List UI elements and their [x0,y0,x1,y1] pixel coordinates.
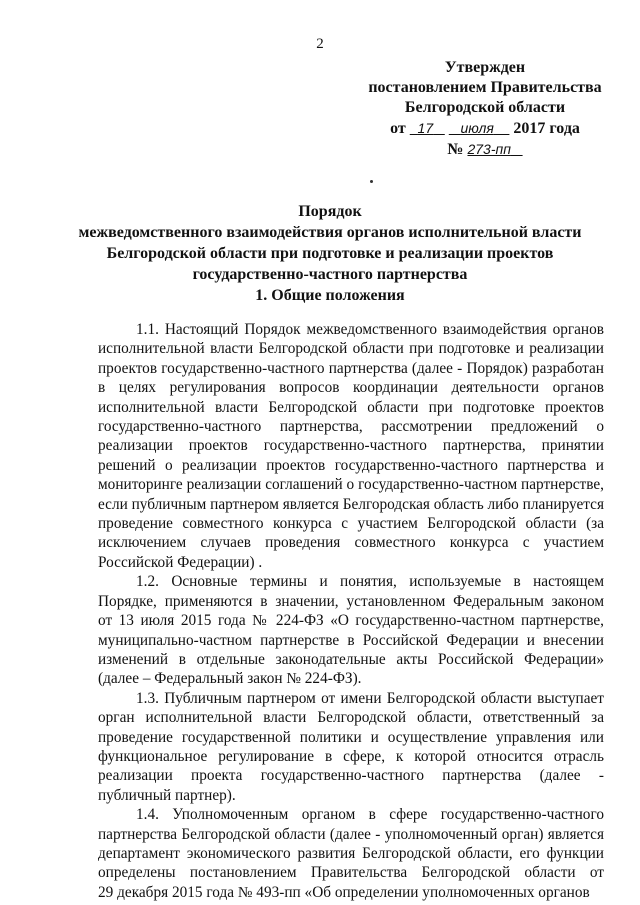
paragraph-line: исключением случаев проведения совместного конкурса с участием [98,534,604,552]
paragraph-line: Российской Федерации) . [98,553,263,571]
paragraph-line: департамент экономического развития Белгородской области, его функции [98,844,604,862]
paragraph-line: реализации проектов государственно-частного партнерства, принятии [98,437,604,455]
paragraph-line: 29 декабря 2015 года № 493-пп «Об определении уполномоченных органов [98,883,590,901]
paragraph [98,572,604,688]
paragraph-line: проектов государственно-частного партнерства (далее - Порядок) разработан [98,359,604,377]
paragraph-line: исполнительной власти Белгородской области при подготовке проектов [98,398,604,416]
approval-line-resolution: постановлением Правительства [368,79,602,96]
paragraph-line: Порядке, применяются в значении, установленном Федеральным законом [98,592,604,610]
paragraph-line: решений о реализации проектов государственно-частного партнерства и [98,456,604,474]
approval-line-region: Белгородской области [404,99,566,116]
paragraph-line: муниципально-частном партнерстве в Российской Федерации и внесении [98,631,604,649]
paragraph-line: 1.4. Уполномоченным органом в сфере государственно-частного [136,806,604,824]
paragraph [98,689,604,805]
paragraph-line: партнерства Белгородской области (далее - уполномоченный орган) является [98,825,604,843]
document-title [70,201,590,285]
paragraph-line: в целях регулирования вопросов координации деятельности органов [98,379,604,397]
ink-dot [370,180,373,183]
paragraph-line: орган исполнительной власти Белгородской области, ответственный за [98,709,604,727]
paragraph-line: проведение государственной политики и осуществление управления или [98,728,604,746]
approval-date-year: 2017 года [513,120,580,137]
paragraph-line: мониторинге реализации соглашений о государственно-частном партнерстве, [98,476,604,494]
approval-stamp [330,58,640,160]
title-line-4: государственно-частного партнерства [192,266,468,283]
approval-line-approved: Утвержден [444,59,526,76]
approval-number-value: 273-пп [467,141,511,157]
paragraph [98,805,604,902]
title-line-1: Порядок [298,203,362,220]
paragraph-line: проведение совместного конкурса с участием Белгородской области (за [98,515,604,533]
paragraph-line: (далее – Федеральный закон № 224-ФЗ). [98,670,362,688]
paragraph-line: исполнительной власти Белгородской области при подготовке и реализации [98,340,604,358]
section-heading: 1. Общие положения [255,287,405,304]
approval-date-prefix: от [390,120,406,137]
paragraph-line: публичный партнер). [98,786,236,804]
paragraph [98,320,604,572]
document-body [98,320,604,902]
paragraph-line: 1.1. Настоящий Порядок межведомственного взаимодействия органов [136,321,604,338]
paragraph-line: если публичным партнером является Белгородская область либо планируется [98,495,604,513]
paragraph-line: 1.2. Основные термины и понятия, используемые в настоящем [136,573,604,591]
title-line-2: межведомственного взаимодействия органов исполнительной власти [78,224,582,241]
paragraph-line: функциональное регулирование в сфере, к которой относится отрасль [98,747,604,765]
page-number: 2 [316,36,324,52]
approval-number [330,139,640,160]
approval-date-month: июля [460,120,494,136]
paragraph-line: изменений в отдельные законодательные акты Российской Федерации» [98,650,604,668]
approval-date-day: 17 [417,120,434,136]
approval-number-prefix: № [447,141,464,158]
paragraph-line: 1.3. Публичным партнером от имени Белгородской области выступает [136,689,604,707]
approval-date [330,118,640,139]
paragraph-line: от 13 июля 2015 года № 224-ФЗ «О государственно-частном партнерстве, [98,612,604,630]
paragraph-line: определены постановлением Правительства Белгородской области от [98,864,604,882]
title-line-3: Белгородской области при подготовке и реализации проектов [106,245,554,262]
paragraph-line: государственно-частного партнерства, рассмотрении предложений о [98,418,604,436]
paragraph-line: реализации проекта государственно-частного партнерства (далее - [98,767,604,785]
